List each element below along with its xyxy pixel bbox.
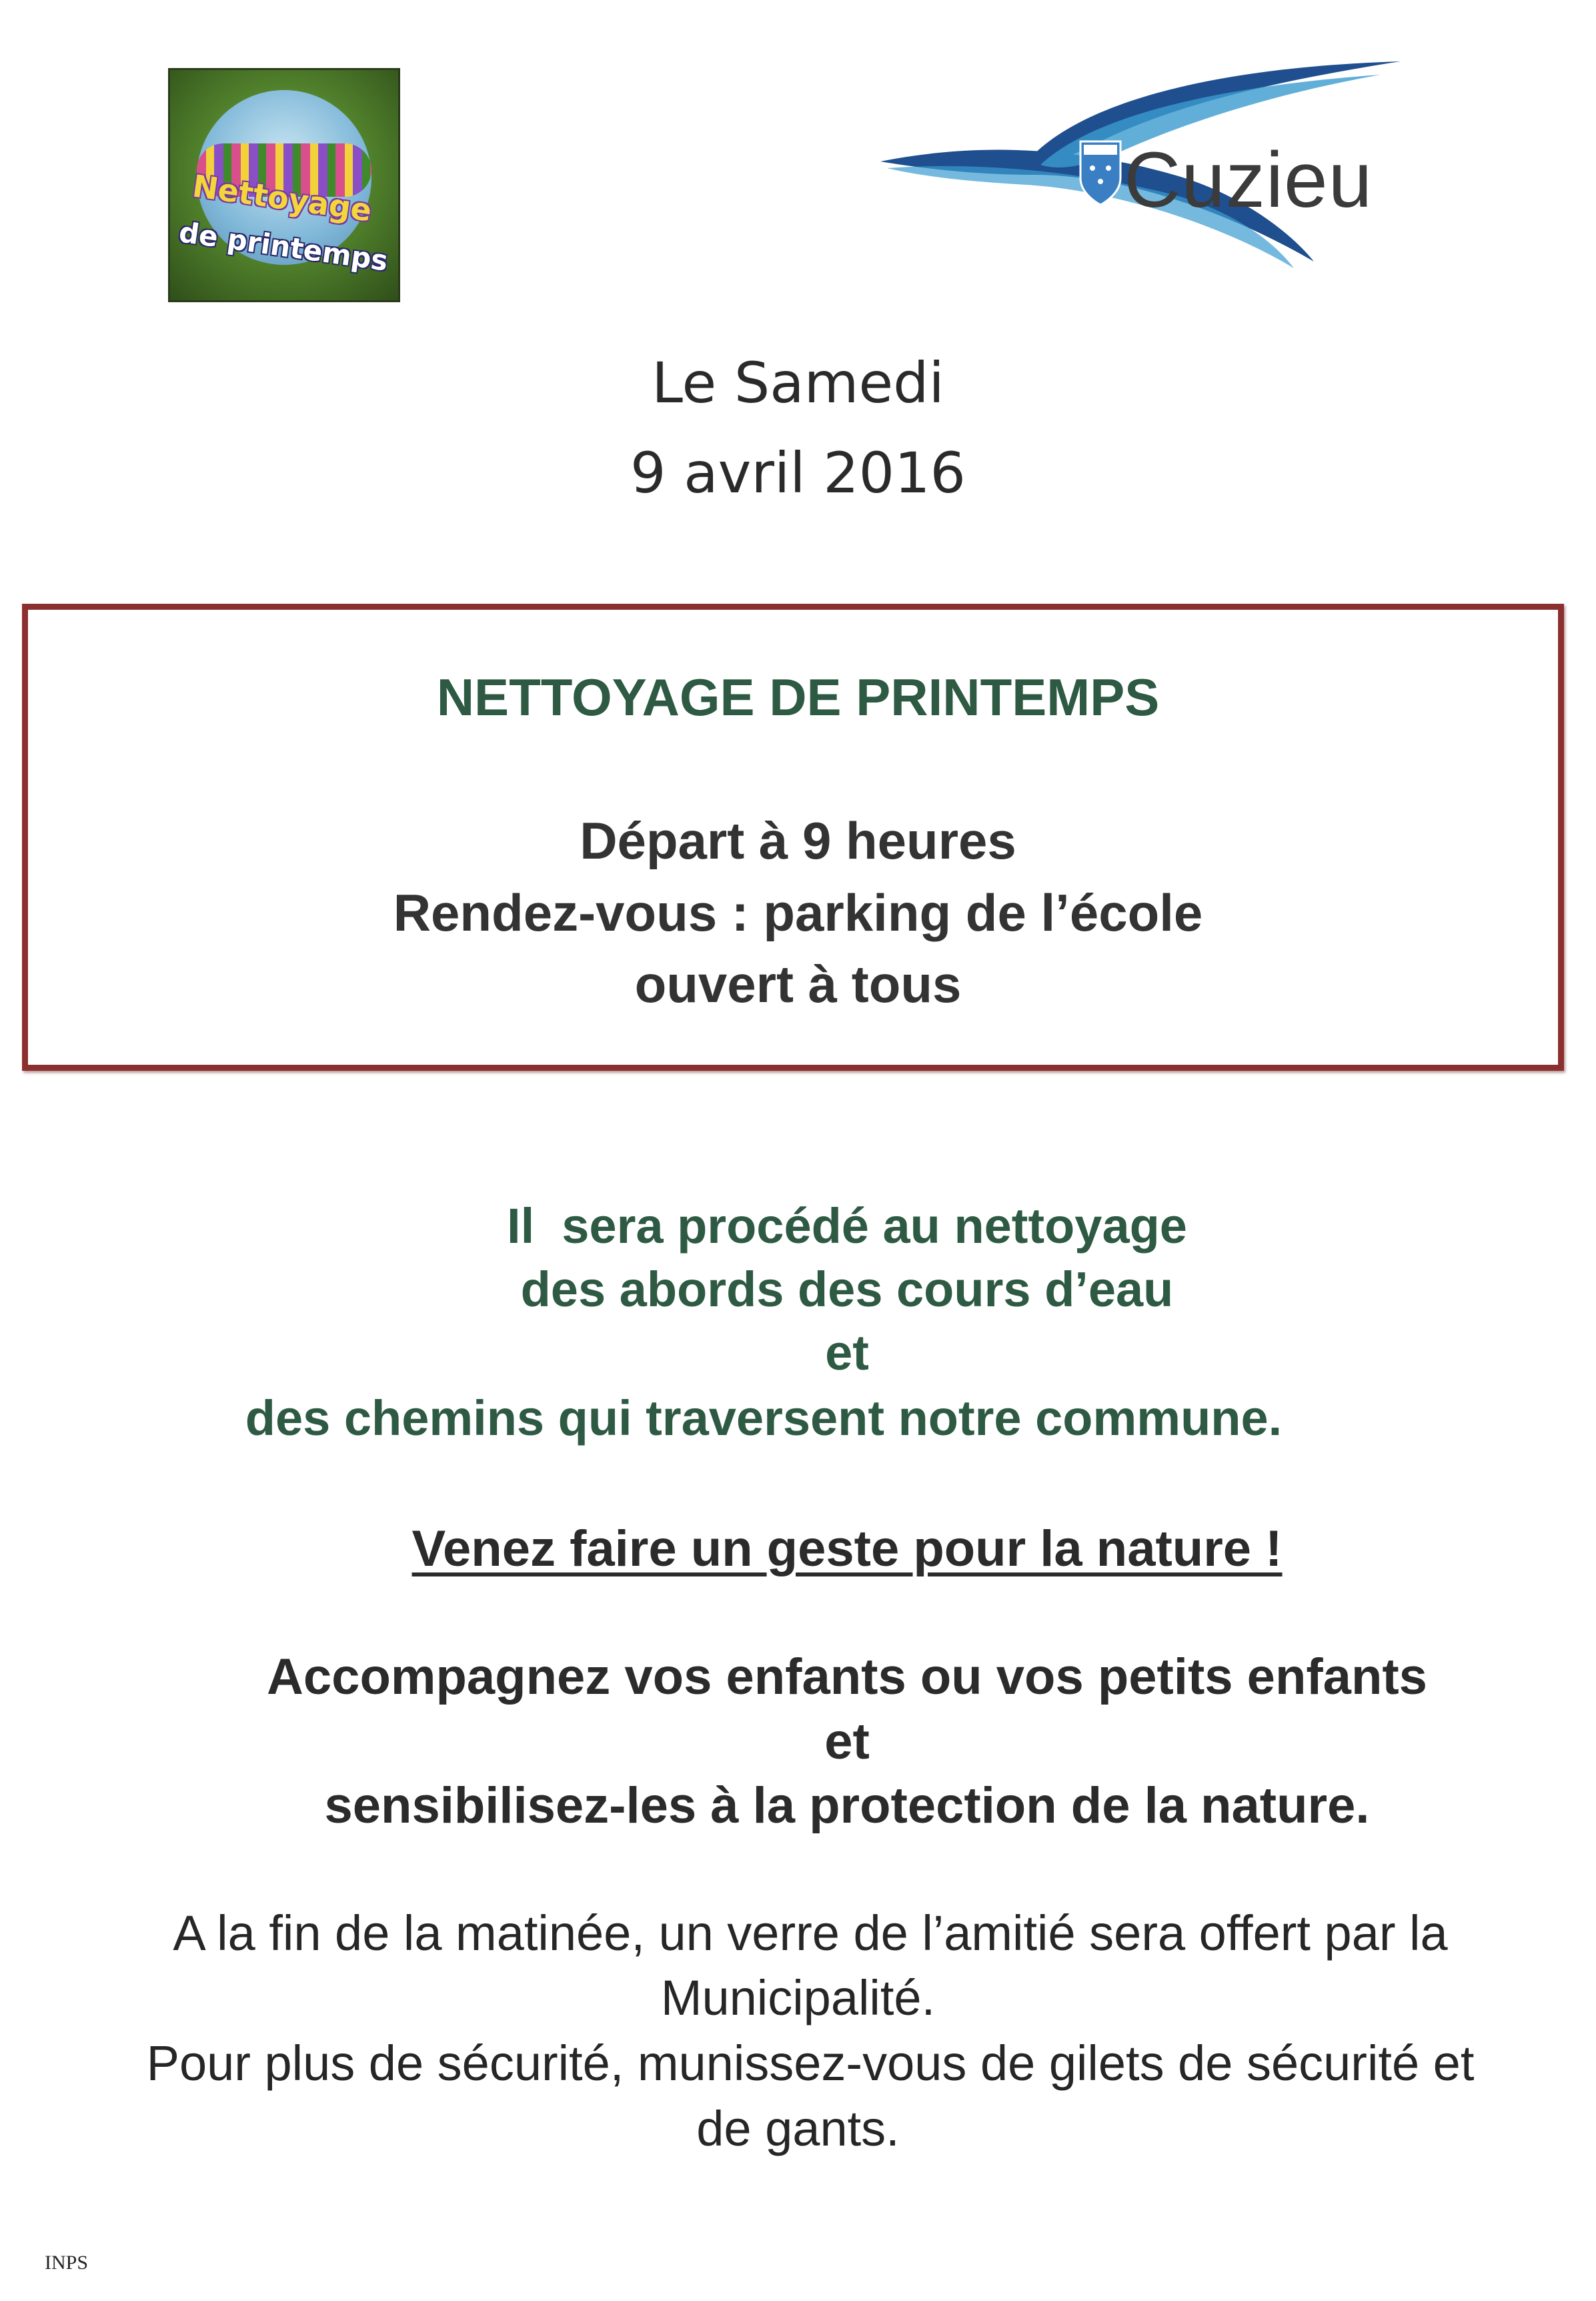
box-open-to-all: ouvert à tous	[634, 955, 962, 1013]
logo-left-line1: Nettoyage	[190, 167, 374, 229]
date-full: 9 avril 2016	[630, 440, 966, 506]
footer-code: INPS	[45, 2252, 89, 2274]
cuzieu-name: Cuzieu	[1124, 136, 1373, 224]
nettoyage-logo	[168, 68, 400, 302]
closing-line-1: A la fin de la matinée, un verre de l’amitié sera offert par la	[173, 1905, 1448, 1961]
accompany-line-2: et	[824, 1713, 870, 1770]
closing-line-2: Municipalité.	[660, 1970, 936, 2025]
green-line-2: des abords des cours d’eau	[520, 1262, 1174, 1317]
green-line-1: Il sera procédé au nettoyage	[507, 1198, 1187, 1254]
box-title: NETTOYAGE DE PRINTEMPS	[436, 668, 1160, 727]
closing-line-3: Pour plus de sécurité, munissez-vous de gilets de sécurité et	[146, 2035, 1475, 2091]
logo-left-line2: de printemps	[177, 215, 390, 278]
box-meeting-point: Rendez-vous : parking de l’école	[393, 883, 1203, 942]
closing-line-4: de gants.	[696, 2101, 900, 2156]
slogan-text: Venez faire un geste pour la nature !	[412, 1520, 1283, 1577]
accompany-line-1: Accompagnez vos enfants ou vos petits enfants	[267, 1649, 1427, 1705]
slogan	[0, 1520, 1596, 1578]
date-weekday: Le Samedi	[652, 350, 944, 416]
accompany-line-3: sensibilisez-les à la protection de la nature.	[324, 1777, 1370, 1834]
green-line-3: et	[825, 1325, 869, 1380]
box-departure: Départ à 9 heures	[580, 811, 1016, 870]
green-line-4: des chemins qui traversent notre commune.	[245, 1390, 1283, 1446]
cuzieu-logo	[860, 61, 1487, 288]
